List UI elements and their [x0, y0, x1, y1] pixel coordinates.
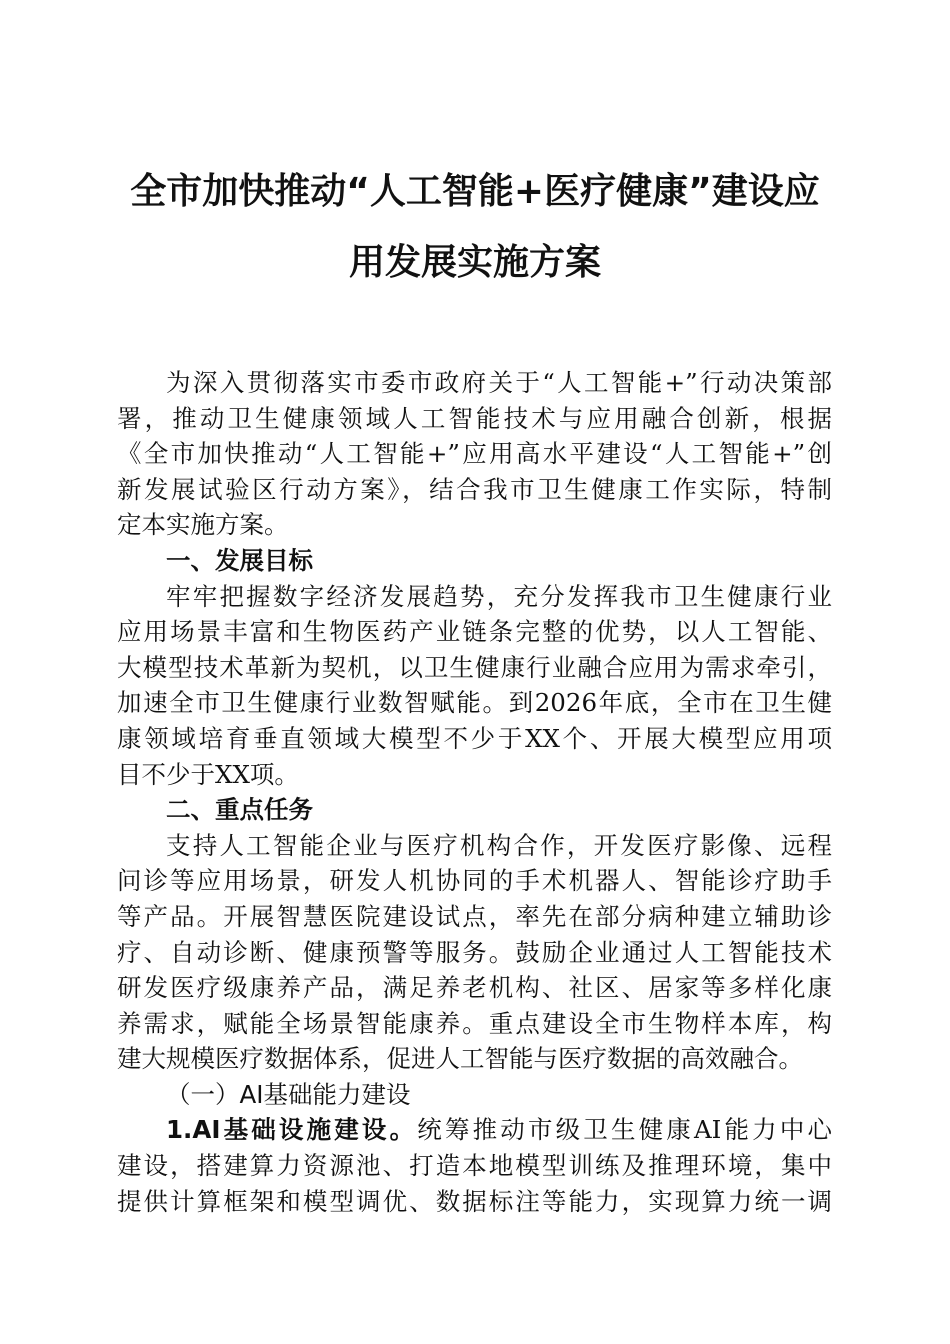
paragraph-line: 支持人工智能企业与医疗机构合作，开发医疗影像、远程: [166, 830, 832, 860]
paragraph-line: 署，推动卫生健康领域人工智能技术与应用融合创新，根据: [117, 403, 832, 433]
paragraph-line: 等产品。开展智慧医院建设试点，率先在部分病种建立辅助诊: [117, 901, 832, 931]
item-1-lead: 1.AI基础设施建设。: [166, 1115, 418, 1145]
paragraph-line: 研发医疗级康养产品，满足养老机构、社区、居家等多样化康: [117, 973, 832, 1003]
document-title-line-1: 全市加快推动“人工智能+医疗健康”建设应: [130, 171, 820, 212]
paragraph-line: 建设，搭建算力资源池、打造本地模型训练及推理环境，集中: [117, 1151, 832, 1181]
goals-paragraph: [117, 579, 832, 793]
paragraph-line: 《全市加快推动“人工智能+”应用高水平建设“人工智能+”创: [117, 439, 832, 469]
paragraph-line: 牢牢把握数字经济发展趋势，充分发挥我市卫生健康行业: [166, 581, 832, 611]
paragraph-line: 为深入贯彻落实市委市政府关于“人工智能+”行动决策部: [166, 368, 832, 397]
section-heading-tasks: 二、重点任务: [166, 795, 313, 825]
paragraph-line: 养需求，赋能全场景智能康养。重点建设全市生物样本库，构: [117, 1008, 832, 1038]
paragraph-line: 康领域培育垂直领域大模型不少于XX个、开展大模型应用项: [117, 723, 832, 753]
paragraph-line: 疗、自动诊断、健康预警等服务。鼓励企业通过人工智能技术: [117, 937, 832, 967]
paragraph-line: 提供计算框架和模型调优、数据标注等能力，实现算力统一调: [117, 1186, 832, 1216]
paragraph-line: 建大规模医疗数据体系，促进人工智能与医疗数据的高效融合。: [117, 1044, 803, 1074]
section-heading-goals: 一、发展目标: [166, 545, 313, 575]
intro-paragraph: [117, 365, 832, 543]
item-1-first-line-rest: 统筹推动市级卫生健康AI能力中心: [417, 1115, 832, 1145]
tasks-paragraph: [117, 828, 832, 1077]
document-body: [117, 365, 832, 1219]
paragraph-line: [117, 1112, 832, 1148]
paragraph-line: 新发展试验区行动方案》，结合我市卫生健康工作实际，特制: [117, 474, 832, 504]
paragraph-line: 目不少于XX项。: [117, 759, 299, 789]
document-title-line-2: 用发展实施方案: [348, 242, 601, 283]
paragraph-line: 问诊等应用场景，研发人机协同的手术机器人、智能诊疗助手: [117, 866, 832, 896]
paragraph-line: 大模型技术革新为契机，以卫生健康行业融合应用为需求牵引，: [117, 652, 832, 682]
item-1-paragraph: [117, 1112, 832, 1219]
paragraph-line: 加速全市卫生健康行业数智赋能。到2026年底，全市在卫生健: [117, 688, 832, 718]
subsection-heading-ai-basics: （一）AI基础能力建设: [166, 1079, 411, 1109]
paragraph-line: 应用场景丰富和生物医药产业链条完整的优势，以人工智能、: [117, 617, 832, 647]
paragraph-line: 定本实施方案。: [117, 510, 289, 540]
